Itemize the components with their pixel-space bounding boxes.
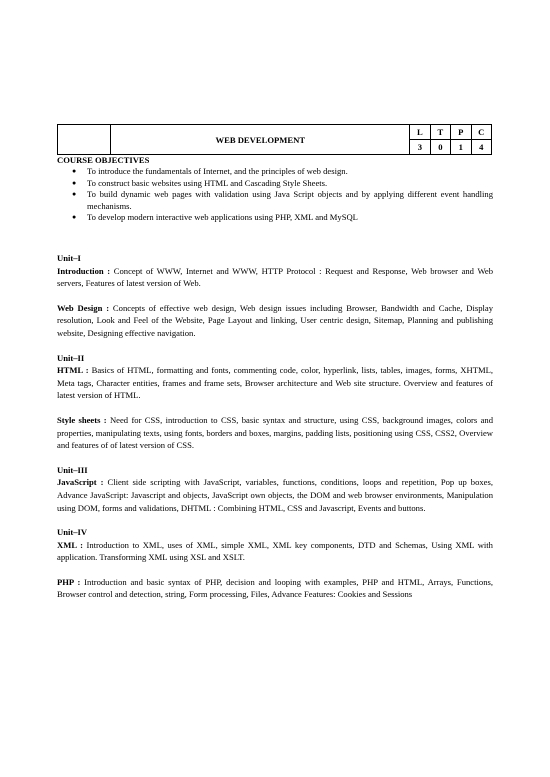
ltpc-header-p: P — [451, 125, 471, 140]
unit-heading: Unit–IV — [57, 527, 88, 538]
objective-item: ● To develop modern interactive web applications using PHP, XML and MySQL — [72, 212, 358, 223]
ltpc-value-p: 1 — [451, 140, 471, 155]
topic-lead: XML : — [57, 539, 83, 550]
bullet-icon: ● — [72, 190, 77, 199]
objective-item: ● To construct basic websites using HTML and Cascading Style Sheets. — [72, 177, 328, 188]
objectives-heading: COURSE OBJECTIVES — [57, 155, 150, 165]
ltpc-header-c: C — [471, 125, 492, 140]
topic-text: Concept of WWW, Internet and WWW, HTTP Protocol : Request and Response, Web browser and Web servers, Features of latest version of Web. — [57, 265, 493, 289]
ltpc-value-l: 3 — [410, 140, 430, 155]
ltpc-value-c: 4 — [471, 140, 492, 155]
units-section — [57, 252, 493, 601]
bullet-icon: ● — [72, 178, 77, 187]
topic-lead: Introduction : — [57, 265, 111, 276]
bullet-icon: ● — [72, 167, 77, 176]
ltpc-value-t: 0 — [430, 140, 450, 155]
topic-lead: JavaScript : — [57, 477, 104, 488]
unit-paragraph — [57, 539, 493, 564]
ltpc-header-l: L — [410, 125, 430, 140]
unit-heading: Unit–III — [57, 464, 88, 475]
course-title: WEB DEVELOPMENT — [111, 125, 410, 155]
topic-text: Client side scripting with JavaScript, variables, functions, conditions, loops and repetition, Pop up boxes, Advance JavaScript: Javascript and objects, JavaScript own objects, the DOM and web browser environments, Manipulation using DOM, forms and validations, DHTML : Combining HTML, CSS and Javascript, Events and buttons. — [57, 477, 493, 513]
unit-paragraph — [57, 414, 493, 452]
objectives-list — [57, 166, 493, 223]
topic-text: Introduction to XML, uses of XML, simple XML, XML key components, DTD and Schemas, Using XML with application. Transforming XML using XSL and XSLT. — [57, 539, 493, 563]
unit-heading: Unit–II — [57, 352, 85, 363]
unit-paragraph — [57, 476, 493, 514]
topic-text: Introduction and basic syntax of PHP, decision and looping with examples, PHP and HTML, Arrays, Functions, Browser control and detection, string, Form processing, Files, Advance Features: Cookies and Sessions — [57, 576, 493, 600]
unit-paragraph — [57, 576, 493, 601]
ltpc-header-t: T — [430, 125, 450, 140]
topic-text: Concepts of effective web design, Web design issues including Browser, Bandwidth and Cache, Display resolution, Look and Feel of the Website, Page Layout and linking, User centric design, Sitemap, Planning and publishing website, Designing effective navigation. — [57, 302, 494, 338]
topic-lead: PHP : — [57, 576, 81, 587]
topic-lead: Web Design : — [57, 302, 110, 313]
topic-text: Basics of HTML, formatting and fonts, commenting code, color, hyperlink, lists, tables, images, forms, XHTML, Meta tags, Character entities, frames and frame sets, Browser architecture and Web site structure. Overview and features of latest version of HTML. — [57, 365, 494, 401]
course-header-table — [57, 124, 492, 155]
unit-paragraph — [57, 302, 493, 340]
unit-paragraph — [57, 364, 493, 402]
unit-paragraph — [57, 265, 493, 290]
course-objectives — [57, 155, 493, 223]
blank-cell — [58, 125, 111, 155]
topic-lead: HTML : — [57, 365, 89, 376]
bullet-icon: ● — [72, 213, 77, 222]
topic-lead: Style sheets : — [57, 414, 107, 425]
objective-item: ● To introduce the fundamentals of Internet, and the principles of web design. — [72, 166, 348, 177]
topic-text: Need for CSS, introduction to CSS, basic syntax and structure, using CSS, background images, colors and properties, manipulating texts, using fonts, borders and boxes, margins, padding lists, positioning using CSS, CSS2, Overview and features of of latest version of CSS. — [57, 414, 493, 451]
objective-item: ● To build dynamic web pages with validation using Java Script objects and by applying different event handling mechanisms. — [72, 189, 493, 211]
unit-heading: Unit–I — [57, 253, 81, 263]
